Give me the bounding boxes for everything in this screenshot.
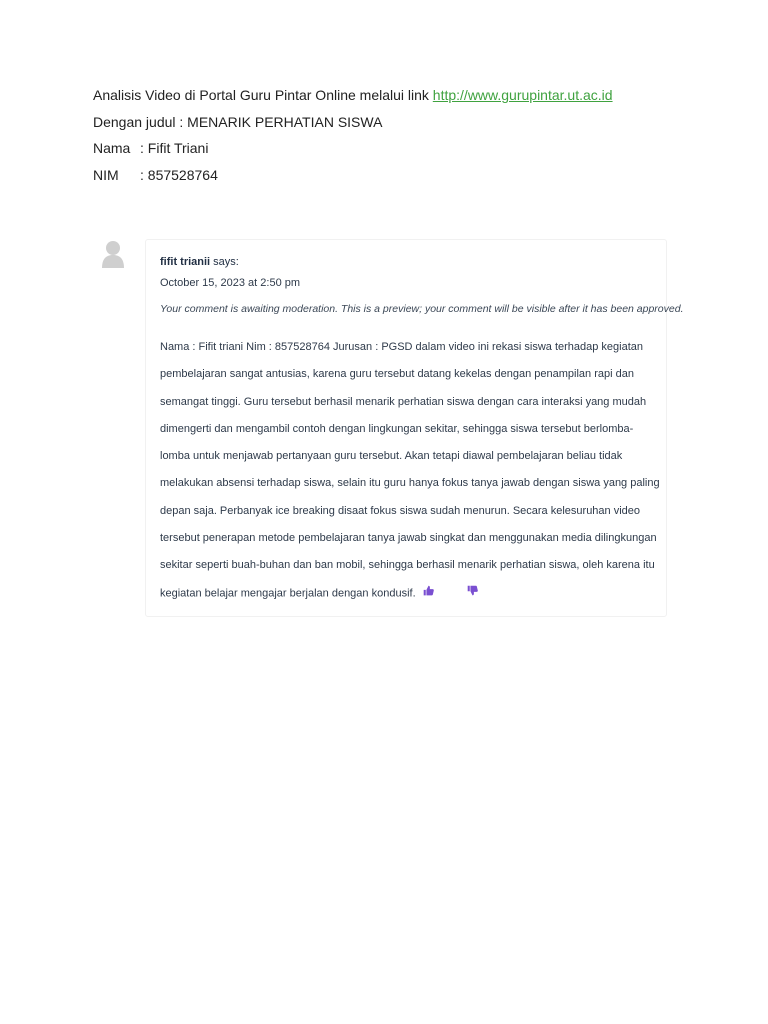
nim-label: NIM: [93, 166, 119, 183]
title-line: Dengan judul : MENARIK PERHATIAN SISWA: [93, 113, 383, 130]
comment-body: [160, 334, 660, 608]
comment-date[interactable]: October 15, 2023 at 2:50 pm: [160, 277, 301, 289]
moderation-note: Your comment is awaiting moderation. This is a preview; your comment will be visible after it has been approved.: [160, 303, 684, 315]
nama-line: [93, 139, 613, 166]
thumbs-up-icon[interactable]: [423, 580, 434, 607]
comment-card: [145, 239, 684, 617]
analysis-text: Analisis Video di Portal Guru Pintar Online melalui link: [93, 87, 433, 103]
default-avatar-icon: [101, 239, 125, 269]
portal-link[interactable]: http://www.gurupintar.ut.ac.id: [432, 87, 613, 103]
analysis-line: [93, 86, 613, 113]
document-header: [93, 86, 613, 192]
nama-value: : Fifit Triani: [140, 140, 209, 156]
comment-author[interactable]: fifit trianii: [160, 256, 211, 268]
nim-value: : 857528764: [140, 166, 218, 183]
thumbs-down-icon[interactable]: [467, 580, 478, 607]
comment-says: says:: [213, 256, 239, 268]
nim-line: [93, 166, 613, 193]
comment-text: Nama : Fifit triani Nim : 857528764 Jurusan : PGSD dalam video ini rekasi siswa terhadap kegiatan pembelajaran sangat antusias, karena guru tersebut datang kekelas dengan penampilan rapi dan semangat tinggi. Guru tersebut berhasil menarik perhatian siswa dengan cara interaksi yang mudah dimengerti dan mengambil contoh dengan lingkungan sekitar, sehingga siswa tersebut berlomba-lomba untuk menjawab pertanyaan guru tersebut. Akan tetapi diawal pembelajaran beliau tidak melakukan absensi terhadap siswa, selain itu guru hanya fokus tanya jawab dengan siswa yang paling depan saja. Perbanyak ice breaking disaat fokus siswa sudah menurun. Secara kelesuruhan video tersebut penerapan metode pembelajaran tanya jawab singkat dan menggunakan media dilingkungan sekitar seperti buah-buhan dan ban mobil, sehingga berhasil menarik perhatian siswa, oleh karena itu kegiatan belajar mengajar berjalan dengan kondusif.: [160, 341, 660, 600]
comment-header: [160, 256, 239, 268]
nama-label: Nama: [93, 140, 131, 156]
